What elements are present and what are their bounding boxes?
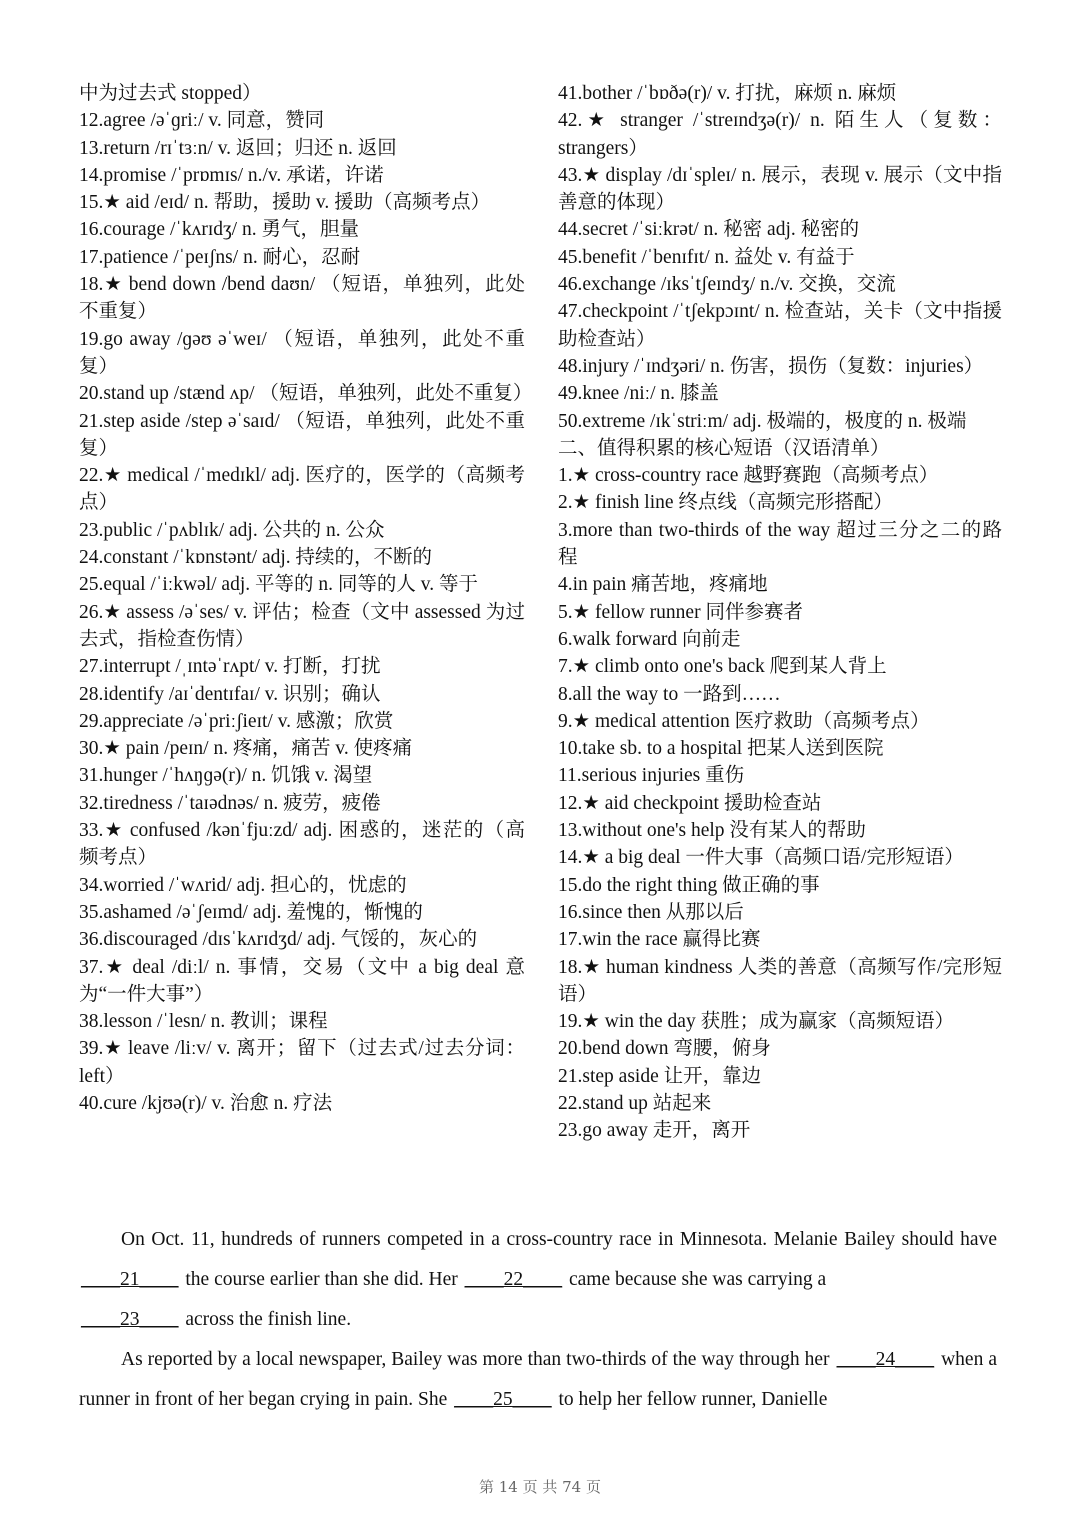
vocab-entry: 38.lesson /ˈlesn/ n. 教训；课程	[79, 1011, 328, 1033]
vocab-entry: 二、值得积累的核心短语（汉语清单）	[558, 437, 890, 459]
passage-text: across the finish line.	[180, 1309, 352, 1330]
vocab-entry: 6.walk forward 向前走	[558, 628, 741, 650]
vocab-entry: 18.★ human kindness 人类的善意（高频写作/完形短语）	[558, 956, 1002, 1005]
vocab-entry: 49.knee /niː/ n. 膝盖	[558, 383, 719, 405]
vocab-entry: 23.public /ˈpʌblɪk/ adj. 公共的 n. 公众	[79, 519, 385, 541]
vocab-entry: 13.return /rɪˈtɜːn/ v. 返回；归还 n. 返回	[79, 137, 397, 159]
blank-25: ____25____	[454, 1389, 552, 1410]
vocab-entry: 34.worried /ˈwʌrid/ adj. 担心的，忧虑的	[79, 874, 407, 896]
passage-text: the course earlier than she did. Her	[180, 1269, 463, 1290]
passage-text: As reported by a local newspaper, Bailey was more than two-thirds of the way through her	[121, 1349, 835, 1370]
page-footer: 第 14 页 共 74 页	[478, 1478, 601, 1496]
vocab-entry: 15.do the right thing 做正确的事	[558, 874, 820, 896]
passage-paragraph-1	[79, 1220, 997, 1340]
passage-paragraph-2	[79, 1340, 997, 1420]
vocab-entry: 45.benefit /ˈbenɪfɪt/ n. 益处 v. 有益于	[558, 246, 855, 268]
vocab-entry: 3.more than two-thirds of the way 超过三分之二的路程	[558, 519, 1002, 569]
vocab-entry: 12.★ aid checkpoint 援助检查站	[558, 792, 822, 814]
vocab-entry: 中为过去式 stopped）	[79, 83, 262, 104]
vocab-entry: 21.step aside /step əˈsaɪd/ （短语，单独列，此处不重复）	[79, 410, 525, 459]
cloze-passage	[79, 1220, 997, 1420]
vocab-entry: 33.★ confused /kənˈfjuːzd/ adj. 困惑的，迷茫的（高频考点）	[79, 820, 525, 869]
vocab-entry: 39.★ leave /liːv/ v. 离开；留下（过去式/过去分词：left）	[79, 1038, 525, 1087]
vocab-entry: 16.since then 从那以后	[558, 901, 744, 923]
vocab-entry: 17.win the race 赢得比赛	[558, 929, 761, 951]
passage-text: to help her fellow runner, Danielle	[553, 1389, 828, 1410]
vocab-entry: 29.appreciate /əˈpriːʃieɪt/ v. 感激；欣赏	[79, 710, 394, 732]
vocab-entry: 36.discouraged /dɪsˈkʌrɪdʒd/ adj. 气馁的，灰心的	[79, 929, 478, 951]
blank-23: ____23____	[81, 1309, 179, 1330]
vocab-entry: 20.bend down 弯腰，俯身	[558, 1038, 771, 1060]
vocab-entry: 32.tiredness /ˈtaɪədnəs/ n. 疲劳，疲倦	[79, 792, 381, 814]
vocab-entry: 37.★ deal /diːl/ n. 事情，交易（文中 a big deal 意为“一件大事”）	[79, 956, 525, 1005]
vocab-entry: 14.promise /ˈprɒmɪs/ n./v. 承诺，许诺	[79, 164, 384, 186]
vocab-entry: 17.patience /ˈpeɪʃns/ n. 耐心，忍耐	[79, 246, 361, 268]
vocab-entry: 19.★ win the day 获胜；成为赢家（高频短语）	[558, 1011, 955, 1033]
vocab-entry: 41.bother /ˈbɒðə(r)/ v. 打扰，麻烦 n. 麻烦	[558, 83, 897, 104]
vocab-entry: 44.secret /ˈsiːkrət/ n. 秘密 adj. 秘密的	[558, 219, 860, 241]
vocab-entry: 1.★ cross-country race 越野赛跑（高频考点）	[558, 465, 939, 487]
vocab-entry: 25.equal /ˈiːkwəl/ adj. 平等的 n. 同等的人 v. 等于	[79, 574, 478, 596]
vocab-entry: 8.all the way to 一路到……	[558, 683, 781, 705]
vocab-entry: 4.in pain 痛苦地，疼痛地	[558, 574, 768, 596]
vocab-entry: 19.go away /ɡəʊ əˈweɪ/ （短语，单独列，此处不重复）	[79, 328, 525, 377]
vocab-entry: 15.★ aid /eɪd/ n. 帮助，援助 v. 援助（高频考点）	[79, 192, 491, 214]
passage-text: when a runner in front of her began crying in pain. She	[79, 1349, 997, 1410]
vocab-entry: 48.injury /ˈɪndʒəri/ n. 伤害，损伤（复数：injuries）	[558, 355, 984, 377]
vocab-column-right	[558, 80, 1002, 1145]
vocab-entry: 10.take sb. to a hospital 把某人送到医院	[558, 738, 884, 760]
vocab-entry: 2.★ finish line 终点线（高频完形搭配）	[558, 492, 893, 514]
vocab-entry: 35.ashamed /əˈʃeɪmd/ adj. 羞愧的，惭愧的	[79, 901, 423, 923]
vocab-entry: 27.interrupt /ˌɪntəˈrʌpt/ v. 打断，打扰	[79, 656, 381, 678]
vocab-entry: 16.courage /ˈkʌrɪdʒ/ n. 勇气，胆量	[79, 219, 359, 241]
vocab-column-left	[79, 80, 533, 1117]
vocab-entry: 30.★ pain /peɪn/ n. 疼痛，痛苦 v. 使疼痛	[79, 738, 413, 760]
vocab-entry: 12.agree /əˈɡriː/ v. 同意，赞同	[79, 110, 325, 132]
vocab-entry: 46.exchange /ɪksˈtʃeɪndʒ/ n./v. 交换，交流	[558, 274, 896, 296]
passage-text: came because she was carrying a	[564, 1269, 827, 1290]
vocab-entry: 22.stand up 站起来	[558, 1092, 712, 1114]
vocab-entry: 31.hunger /ˈhʌŋɡə(r)/ n. 饥饿 v. 渴望	[79, 765, 373, 787]
blank-22: ____22____	[464, 1269, 563, 1290]
vocab-entry: 22.★ medical /ˈmedɪkl/ adj. 医疗的，医学的（高频考点）	[79, 465, 525, 514]
vocab-entry: 50.extreme /ɪkˈstriːm/ adj. 极端的，极度的 n. 极端	[558, 410, 967, 432]
vocab-entry: 26.★ assess /əˈses/ v. 评估；检查（文中 assessed 为过去式，指检查伤情）	[79, 601, 525, 650]
vocab-entry: 21.step aside 让开，靠边	[558, 1065, 762, 1087]
blank-21: ____21____	[81, 1269, 179, 1290]
vocab-entry: 24.constant /ˈkɒnstənt/ adj. 持续的，不断的	[79, 547, 433, 569]
vocab-entry: 13.without one's help 没有某人的帮助	[558, 820, 866, 842]
vocab-entry: 11.serious injuries 重伤	[558, 765, 745, 787]
vocab-entry: 14.★ a big deal 一件大事（高频口语/完形短语）	[558, 847, 964, 869]
passage-text: On Oct. 11, hundreds of runners competed in a cross-country race in Minnesota. Melanie Bailey should have	[121, 1229, 997, 1250]
vocab-entry: 20.stand up /stænd ʌp/ （短语，单独列，此处不重复）	[79, 383, 533, 405]
vocab-entry: 42.★ stranger /ˈstreɪndʒə(r)/ n. 陌生人（复数：strangers）	[558, 110, 1002, 159]
vocab-entry: 7.★ climb onto one's back 爬到某人背上	[558, 656, 887, 678]
vocab-entry: 5.★ fellow runner 同伴参赛者	[558, 601, 803, 623]
vocab-entry: 23.go away 走开，离开	[558, 1120, 751, 1142]
vocab-entry: 47.checkpoint /ˈtʃekpɔɪnt/ n. 检查站，关卡（文中指援助检查站）	[558, 301, 1002, 350]
vocab-entry: 9.★ medical attention 医疗救助（高频考点）	[558, 710, 930, 732]
vocab-entry: 18.★ bend down /bend daʊn/ （短语，单独列，此处不重复）	[79, 274, 525, 323]
vocab-entry: 28.identify /aɪˈdentɪfaɪ/ v. 识别；确认	[79, 683, 381, 705]
vocab-entry: 40.cure /kjʊə(r)/ v. 治愈 n. 疗法	[79, 1092, 333, 1114]
blank-24: ____24____	[836, 1349, 935, 1370]
vocab-entry: 43.★ display /dɪˈspleɪ/ n. 展示，表现 v. 展示（文中指善意的体现）	[558, 164, 1002, 214]
